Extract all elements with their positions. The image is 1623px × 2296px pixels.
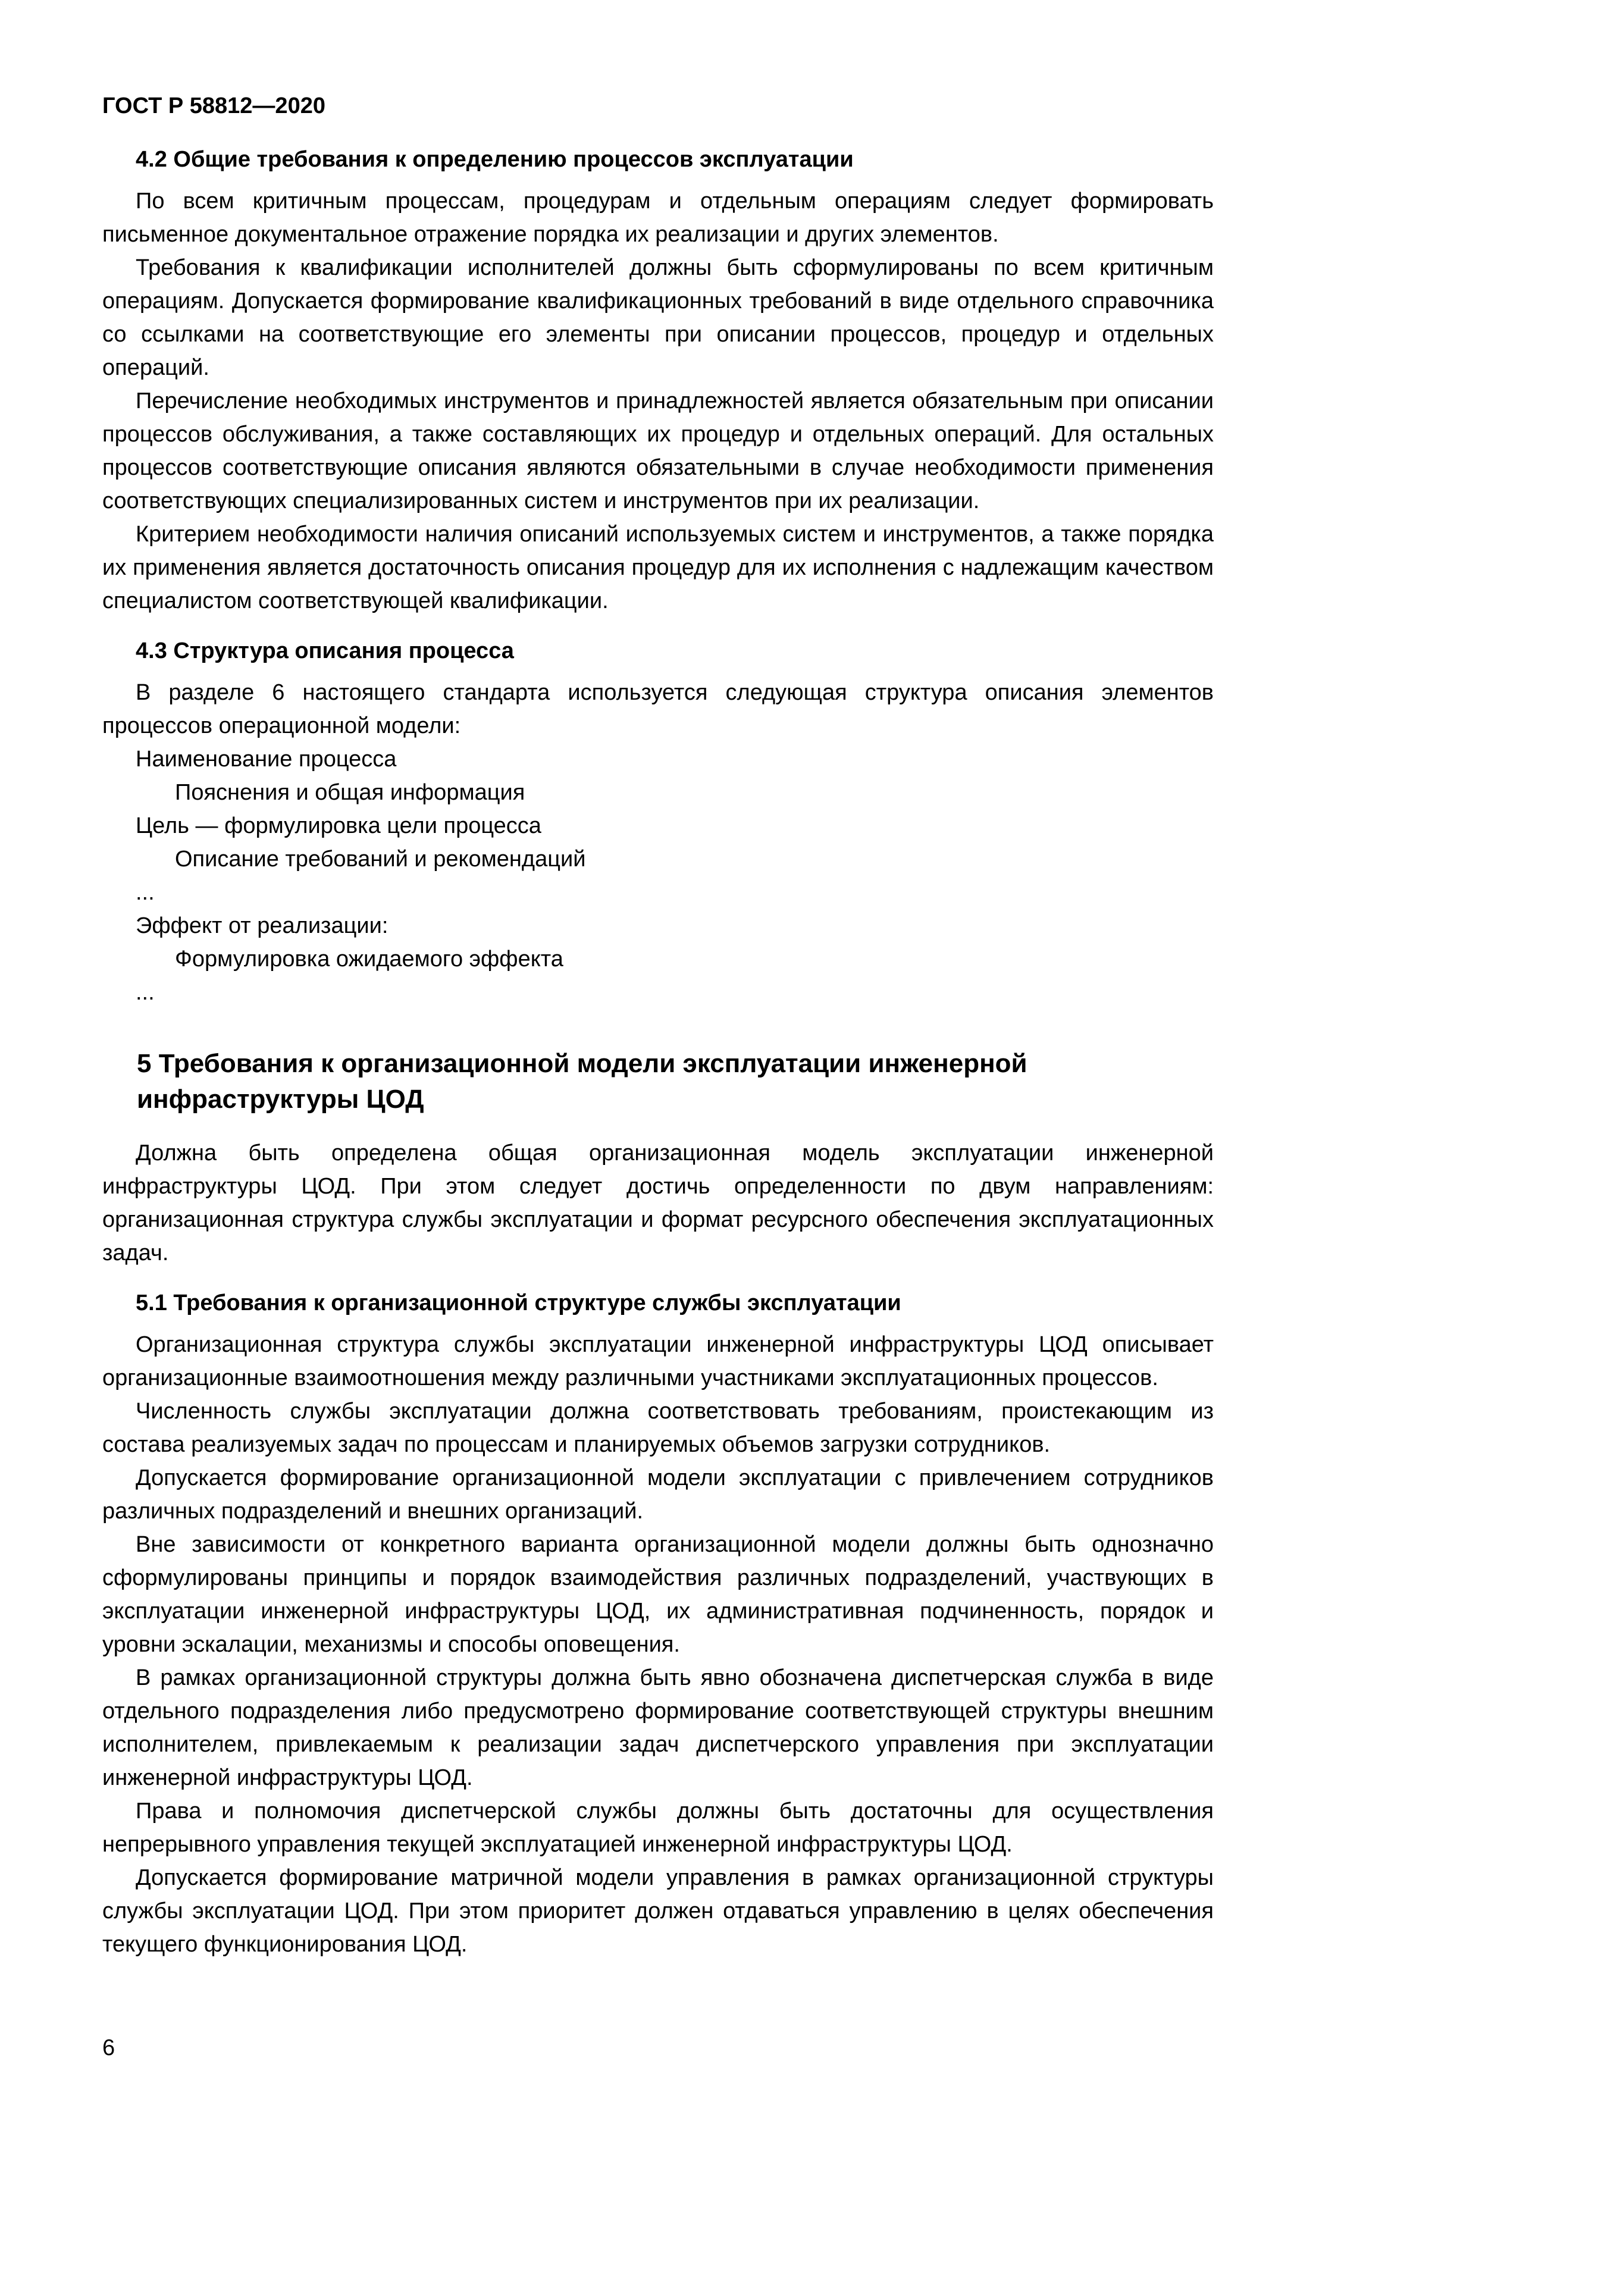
paragraph: Допускается формирование матричной модели управления в рамках организационной структуры службы эксплуатации ЦОД. При этом приоритет должен отдаваться управлению в целях обеспечения текущего функционирования ЦОД. [102,1865,1214,1957]
paragraph: В разделе 6 настоящего стандарта используется следующая структура описания элементов процессов операционной модели: [102,680,1214,738]
paragraph: Права и полномочия диспетчерской службы должны быть достаточны для осуществления непрерывного управления текущей эксплуатацией инженерной инфраструктуры ЦОД. [102,1799,1214,1857]
structure-line: Эффект от реализации: [136,913,388,938]
paragraph: Организационная структура службы эксплуатации инженерной инфраструктуры ЦОД описывает организационные взаимоотношения между различными участниками эксплуатационных процессов. [102,1332,1214,1390]
paragraph: Допускается формирование организационной модели эксплуатации с привлечением сотрудников различных подразделений и внешних организаций. [102,1465,1214,1524]
paragraph: По всем критичным процессам, процедурам и отдельным операциям следует формировать письменное документальное отражение порядка их реализации и других элементов. [102,189,1214,247]
structure-line: Формулировка ожидаемого эффекта [175,947,563,972]
paragraph: В рамках организационной структуры должна быть явно обозначена диспетчерская служба в виде отдельного подразделения либо предусмотрено формирование соответствующей структуры внешним исполнителем, привлекаемым к реализации задач диспетчерского управления при эксплуатации инженерной инфраструктуры ЦОД. [102,1665,1214,1790]
structure-line: Цель — формулировка цели процесса [136,813,541,838]
paragraph: Критерием необходимости наличия описаний используемых систем и инструментов, а также порядка их применения является достаточность описания процедур для их исполнения с надлежащим качеством специалистом соответствующей квалификации. [102,522,1214,613]
paragraph: Перечисление необходимых инструментов и принадлежностей является обязательным при описании процессов обслуживания, а также составляющих их процедур и отдельных операций. Для остальных процессов соответствующие описания являются обязательными в случае необходимости применения соответствующих специализированных систем и инструментов при их реализации. [102,389,1214,513]
paragraph: Численность службы эксплуатации должна соответствовать требованиям, проистекающим из состава реализуемых задач по процессам и планируемых объемов загрузки сотрудников. [102,1399,1214,1457]
structure-line: ... [136,980,155,1005]
paragraph: Требования к квалификации исполнителей должны быть сформулированы по всем критичным операциям. Допускается формирование квалификационных требований в виде отдельного справочника со ссылками на соответствующие его элементы при описании процессов, процедур и отдельных операций. [102,255,1214,380]
section-5-heading: 5 Требования к организационной модели эксплуатации инженерной инфраструктуры ЦОД [137,1049,1027,1114]
structure-line: ... [136,880,155,905]
paragraph: Должна быть определена общая организационная модель эксплуатации инженерной инфраструктуры ЦОД. При этом следует достичь определенности по двум направлениям: организационная структура службы эксплуатации и формат ресурсного обеспечения эксплуатационных задач. [102,1141,1214,1266]
page-number: 6 [102,2035,115,2060]
structure-line: Наименование процесса [136,747,397,772]
running-header: ГОСТ Р 58812—2020 [102,93,325,118]
paragraph: Вне зависимости от конкретного варианта организационной модели должны быть однозначно сформулированы принципы и порядок взаимодействия различных подразделений, участвующих в эксплуатации инженерной инфраструктуры ЦОД, их административная подчиненность, порядок и уровни эскалации, механизмы и способы оповещения. [102,1532,1214,1657]
section-4-3-heading: 4.3 Структура описания процесса [136,638,514,663]
section-5-1-heading: 5.1 Требования к организационной структуре службы эксплуатации [136,1290,901,1315]
structure-line: Пояснения и общая информация [175,780,525,805]
structure-line: Описание требований и рекомендаций [175,847,586,872]
section-4-2-heading: 4.2 Общие требования к определению процессов эксплуатации [136,147,854,172]
